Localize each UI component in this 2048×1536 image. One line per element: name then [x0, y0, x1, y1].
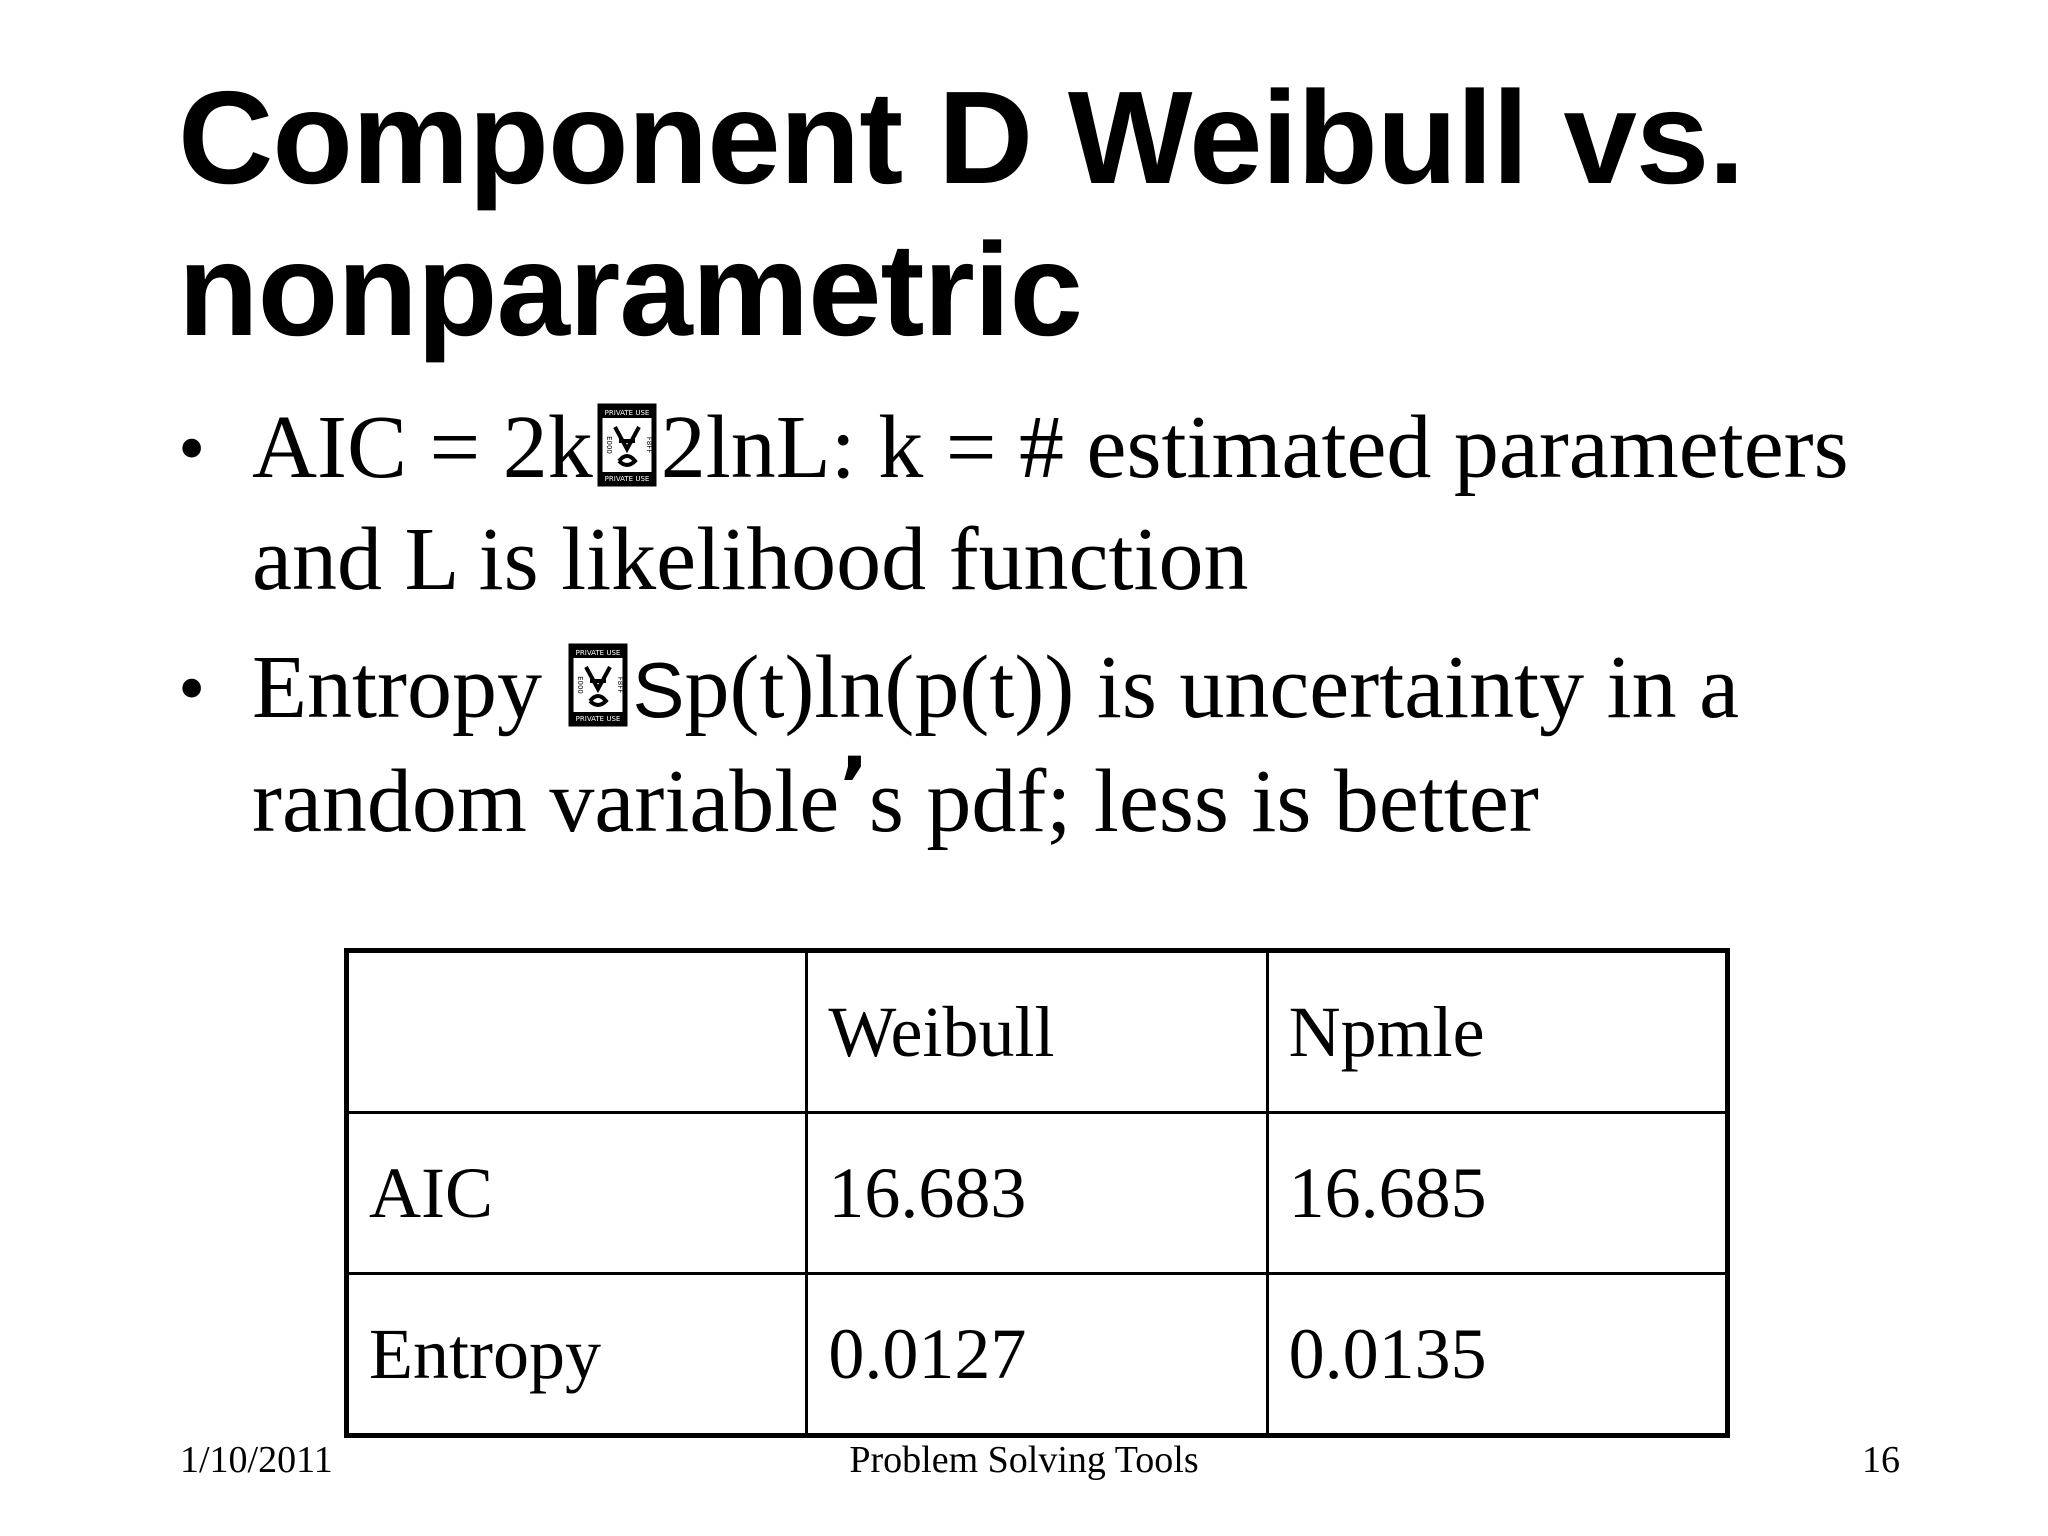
table-header-cell: [347, 951, 807, 1113]
bullet-aic: [160, 392, 1860, 616]
pua-label-bottom: PRIVATE USE: [576, 715, 621, 723]
table-row-label: Entropy: [347, 1274, 807, 1436]
bullet-entropy: [160, 632, 1860, 861]
table-cell: 0.0135: [1267, 1274, 1727, 1436]
table-header-row: [347, 951, 1728, 1113]
pua-code-right: F8FF: [616, 676, 625, 694]
bullet-entropy-text-end: s pdf; less is better: [868, 752, 1539, 851]
table-cell: 16.683: [807, 1113, 1267, 1274]
table-row: [347, 1274, 1728, 1436]
pua-label-bottom: PRIVATE USE: [604, 475, 650, 483]
bullet-dot: •: [178, 404, 206, 491]
private-use-glyph-icon: [597, 403, 657, 487]
table-cell: 16.685: [1267, 1113, 1727, 1274]
pua-label-top: PRIVATE USE: [604, 409, 650, 417]
comparison-table: [344, 948, 1730, 1438]
pua-label-top: PRIVATE USE: [576, 649, 621, 657]
table-cell: 0.0127: [807, 1274, 1267, 1436]
pua-code-right: F8FF: [644, 436, 653, 454]
table-header-cell: Weibull: [807, 951, 1267, 1113]
pua-code-left: E000: [604, 436, 613, 454]
bullet-list: [160, 392, 1860, 877]
footer-title: Problem Solving Tools: [849, 1439, 1199, 1481]
bullet-dot: •: [178, 644, 206, 731]
bullet-aic-text-start: AIC = 2k: [252, 398, 593, 497]
footer-date: 1/10/2011: [180, 1439, 333, 1481]
table-header-cell: Npmle: [1267, 951, 1727, 1113]
table-row: [347, 1113, 1728, 1274]
pua-code-left: E000: [576, 676, 585, 694]
private-use-glyph-icon: [568, 643, 628, 727]
slide-title: Component D Weibull vs. nonparametric: [178, 64, 1744, 363]
page-number: 16: [1862, 1439, 1900, 1481]
bullet-entropy-text-start: Entropy: [252, 638, 565, 737]
apostrophe: ’: [839, 742, 869, 832]
bullet-entropy-text-mid: p(t)ln(p(t)) is uncertainty in a random variable: [252, 638, 1740, 851]
bullet-aic-text-end: 2lnL: k = # estimated parameters and L is likelihood function: [252, 398, 1849, 609]
table-row-label: AIC: [347, 1113, 807, 1274]
sum-symbol: S: [632, 646, 685, 734]
